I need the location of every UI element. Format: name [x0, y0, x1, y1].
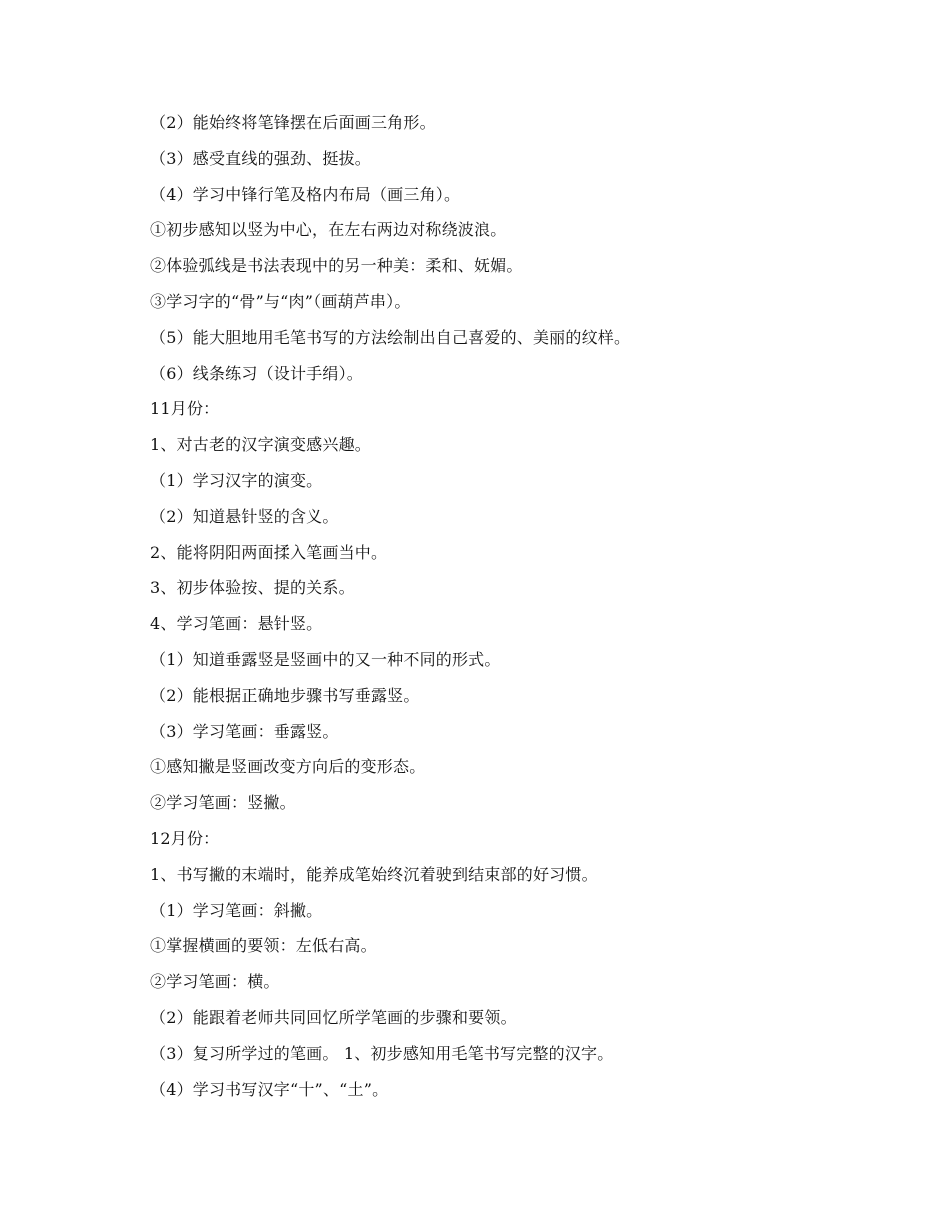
text-line: （4）学习中锋行笔及格内布局（画三角）。 [150, 184, 461, 204]
text-line: （1）学习汉字的演变。 [150, 470, 323, 490]
text-line: ①初步感知以竖为中心，在左右两边对称绕波浪。 [150, 220, 507, 240]
text-line: 3、初步体验按、提的关系。 [150, 578, 355, 598]
text-line: （1）学习笔画：斜撇。 [150, 900, 323, 920]
text-line: （3）复习所学过的笔画。 1、初步感知用毛笔书写完整的汉字。 [150, 1043, 614, 1063]
document-body [150, 105, 870, 1107]
text-line: （2）能跟着老师共同回忆所学笔画的步骤和要领。 [150, 1007, 517, 1027]
text-line: （4）学习书写汉字“十”、“土”。 [150, 1079, 389, 1099]
text-line: （3）学习笔画：垂露竖。 [150, 721, 339, 741]
text-line: （3）感受直线的强劲、挺拔。 [150, 148, 371, 168]
text-line: 2、能将阴阳两面揉入笔画当中。 [150, 542, 388, 562]
text-line: 4、学习笔画：悬针竖。 [150, 614, 323, 634]
text-line: ②体验弧线是书法表现中的另一种美：柔和、妩媚。 [150, 256, 523, 276]
text-line: 1、对古老的汉字演变感兴趣。 [150, 435, 371, 455]
text-line: （2）能根据正确地步骤书写垂露竖。 [150, 685, 420, 705]
text-line: （2）能始终将笔锋摆在后面画三角形。 [150, 113, 436, 132]
text-line: ②学习笔画：竖撇。 [150, 793, 296, 813]
text-line: （5）能大胆地用毛笔书写的方法绘制出自己喜爱的、美丽的纹样。 [150, 327, 631, 347]
text-line: ①掌握横画的要领：左低右高。 [150, 936, 377, 956]
text-line: （2）知道悬针竖的含义。 [150, 506, 339, 526]
text-line: 1、书写撇的末端时，能养成笔始终沉着驶到结束部的好习惯。 [150, 864, 598, 884]
text-line: ①感知撇是竖画改变方向后的变形态。 [150, 757, 426, 777]
text-line: ②学习笔画：横。 [150, 972, 280, 992]
text-line: （1）知道垂露竖是竖画中的又一种不同的形式。 [150, 649, 501, 669]
text-line: （6）线条练习（设计手绢）。 [150, 363, 363, 383]
month-heading: 12月份： [150, 828, 220, 848]
text-line: ③学习字的“骨”与“肉”（画葫芦串）。 [150, 291, 411, 311]
month-heading: 11月份： [150, 399, 220, 419]
